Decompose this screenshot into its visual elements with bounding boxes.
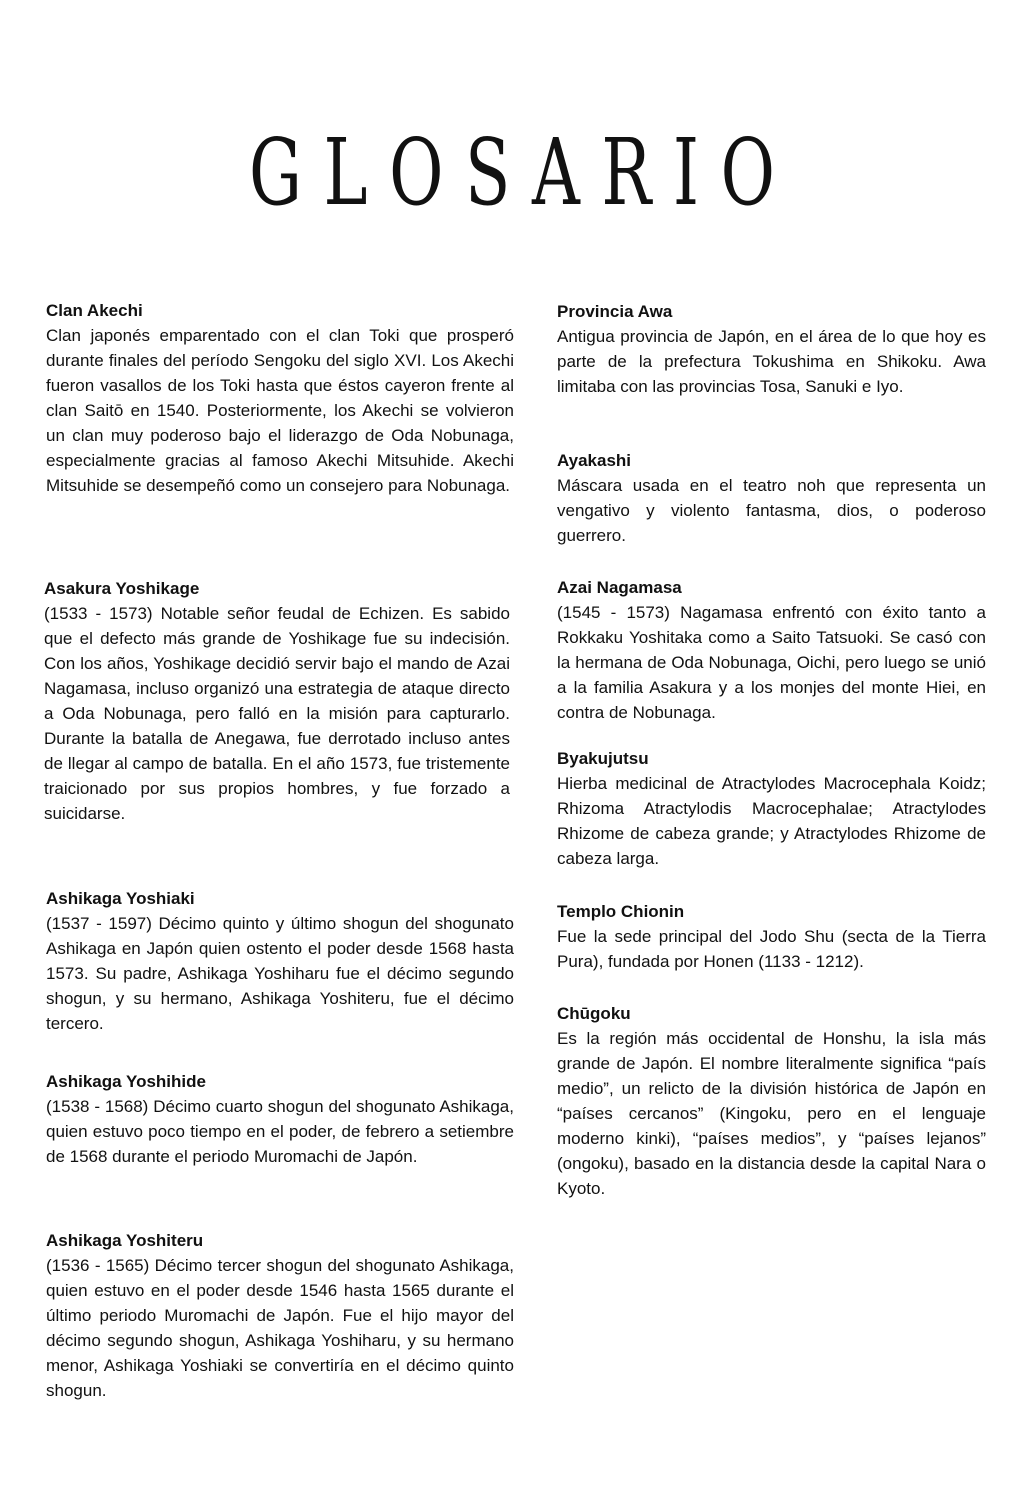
glossary-entry bbox=[557, 299, 986, 399]
entry-term: Templo Chionin bbox=[557, 902, 685, 921]
entry-term: Ashikaga Yoshiteru bbox=[46, 1231, 204, 1250]
entry-definition: Fue la sede principal del Jodo Shu (secta de la Tierra Pura), fundada por Honen (1133 - 1212). bbox=[557, 927, 986, 971]
entry-term: Chūgoku bbox=[557, 1004, 631, 1023]
entry-definition: (1538 - 1568) Décimo cuarto shogun del shogunato Ashikaga, quien estuvo poco tiempo en el poder, de febrero a setiembre de 1568 durante el periodo Muromachi de Japón. bbox=[46, 1097, 514, 1166]
entry-term: Byakujutsu bbox=[557, 749, 649, 768]
entry-term: Asakura Yoshikage bbox=[44, 579, 200, 598]
glossary-entry bbox=[557, 899, 986, 974]
entry-definition: Es la región más occidental de Honshu, la isla más grande de Japón. El nombre literalmente significa “país medio”, un relicto de la división histórica de Japón en “países cercanos” (Kingoku, pero en el lenguaje moderno kinki), “países medios”, y “países lejanos” (ongoku), basado en la distancia desde la capital Nara o Kyoto. bbox=[557, 1029, 986, 1198]
page-title: GLOSARIO bbox=[249, 119, 797, 226]
entry-definition: (1545 - 1573) Nagamasa enfrentó con éxito tanto a Rokkaku Yoshitaka como a Saito Tatsuoki. Se casó con la hermana de Oda Nobunaga, Oichi, pero luego se unió a la familia Asakura y a los monjes del monte Hiei, en contra de Nobunaga. bbox=[557, 603, 986, 722]
entry-definition: Antigua provincia de Japón, en el área de lo que hoy es parte de la prefectura Tokushima en Shikoku. Awa limitaba con las provincias Tosa, Sanuki e Iyo. bbox=[557, 327, 986, 396]
entry-definition: Hierba medicinal de Atractylodes Macrocephala Koidz; Rhizoma Atractylodis Macrocephalae; Atractylodes Rhizome de cabeza grande; y Atractylodes Rhizome de cabeza larga. bbox=[557, 774, 986, 868]
glossary-entry bbox=[46, 1069, 514, 1169]
entry-term: Ayakashi bbox=[557, 451, 632, 470]
glossary-entry bbox=[557, 448, 986, 548]
glossary-entry bbox=[557, 746, 986, 871]
glossary-entry bbox=[557, 1001, 986, 1201]
entry-definition: (1536 - 1565) Décimo tercer shogun del shogunato Ashikaga, quien estuvo en el poder desde 1546 hasta 1565 durante el último periodo Muromachi de Japón. Fue el hijo mayor del décimo segundo shogun, Ashikaga Yoshiharu, y su hermano menor, Ashikaga Yoshiaki se convertiría en el décimo quinto shogun. bbox=[46, 1256, 514, 1400]
glossary-entry bbox=[44, 576, 510, 826]
entry-term: Ashikaga Yoshihide bbox=[46, 1072, 206, 1091]
entry-term: Provincia Awa bbox=[557, 302, 673, 321]
entry-term: Ashikaga Yoshiaki bbox=[46, 889, 195, 908]
entry-term: Clan Akechi bbox=[46, 301, 143, 320]
glossary-entry bbox=[557, 575, 986, 725]
glossary-entry bbox=[46, 886, 514, 1036]
entry-definition: Máscara usada en el teatro noh que representa un vengativo y violento fantasma, dios, o poderoso guerrero. bbox=[557, 476, 986, 545]
entry-definition: Clan japonés emparentado con el clan Toki que prosperó durante finales del período Sengoku del siglo XVI. Los Akechi fueron vasallos de los Toki hasta que éstos cayeron frente al clan Saitō en 1540. Posteriormente, los Akechi se volvieron un clan muy poderoso bajo el liderazgo de Oda Nobunaga, especialmente gracias al famoso Akechi Mitsuhide. Akechi Mitsuhide se desempeñó como un consejero para Nobunaga. bbox=[46, 326, 514, 495]
glossary-entry bbox=[46, 1228, 514, 1403]
entry-definition: (1537 - 1597) Décimo quinto y último shogun del shogunato Ashikaga en Japón quien ostento el poder desde 1568 hasta 1573. Su padre, Ashikaga Yoshiharu fue el décimo segundo shogun, y su hermano, Ashikaga Yoshiteru, fue el décimo tercero. bbox=[46, 914, 514, 1033]
entry-definition: (1533 - 1573) Notable señor feudal de Echizen. Es sabido que el defecto más grande de Yoshikage fue su indecisión. Con los años, Yoshikage decidió servir bajo el mando de Azai Nagamasa, incluso organizó una estrategia de ataque directo a Oda Nobunaga, pero falló en la misión para capturarlo. Durante la batalla de Anegawa, fue derrotado incluso antes de llegar al campo de batalla. En el año 1573, fue tristemente traicionado por sus propios hombres, y fue forzado a suicidarse. bbox=[44, 604, 510, 823]
entry-term: Azai Nagamasa bbox=[557, 578, 682, 597]
glossary-entry bbox=[46, 298, 514, 498]
